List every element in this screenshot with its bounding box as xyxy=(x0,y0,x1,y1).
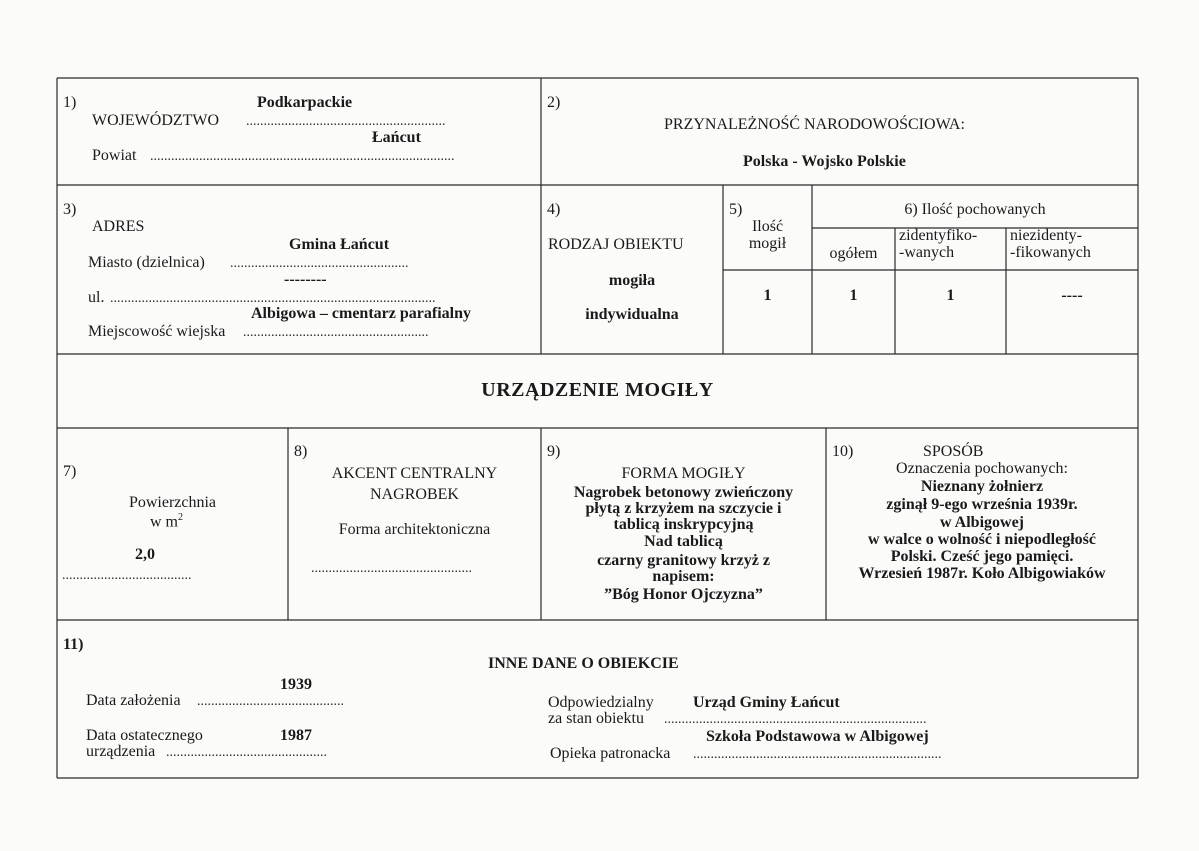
grave-form-line-3: tablicą inskrypcyjną xyxy=(613,516,754,533)
village-dots: ..................................................... xyxy=(243,325,429,340)
area-label-1: Powierzchnia xyxy=(128,494,217,511)
central-accent-label-2: NAGROBEK xyxy=(370,486,459,503)
patron-label: Opieka patronacka xyxy=(550,745,671,762)
central-accent-label-1: AKCENT CENTRALNY xyxy=(331,465,498,482)
inscription-line-6: Wrzesień 1987r. Koło Albigowiaków xyxy=(858,565,1106,582)
city-label: Miasto (dzielnica) xyxy=(88,254,205,271)
inscription-line-4: w walce o wolność i niepodległość xyxy=(868,531,1096,548)
village-value: Albigowa – cmentarz parafialny xyxy=(251,305,471,322)
section-3-number: 3) xyxy=(63,201,77,218)
inscription-line-3: w Albigowej xyxy=(940,514,1024,531)
buried-identified-value: 1 xyxy=(946,287,955,304)
inscription-line-1: Nieznany żołnierz xyxy=(920,478,1044,495)
buried-unidentified-value: ---- xyxy=(1061,287,1083,304)
buried-total-value: 1 xyxy=(849,287,858,304)
section-8-number: 8) xyxy=(294,443,308,460)
founded-dots: .......................................... xyxy=(197,694,344,709)
object-type-value-1: mogiła xyxy=(608,272,656,289)
section-5-number: 5) xyxy=(729,201,743,218)
architectural-form-dots: .............................................. xyxy=(311,561,472,576)
responsible-label-1: Odpowiedzialny xyxy=(548,694,654,711)
county-dots: ....................................................................................... xyxy=(150,149,455,164)
address-label: ADRES xyxy=(92,218,145,235)
city-value: Gmina Łańcut xyxy=(289,236,390,253)
responsible-label-2: za stan obiektu xyxy=(548,710,644,727)
section-11-number: 11) xyxy=(63,636,84,653)
nationality-label: PRZYNALEŻNOŚĆ NARODOWOŚCIOWA: xyxy=(664,116,965,133)
last-arrangement-label-2: urządzenia xyxy=(86,743,156,760)
voivodeship-label: WOJEWÓDZTWO xyxy=(92,112,220,129)
founded-value: 1939 xyxy=(280,676,312,693)
buried-unidentified-header-2: -fikowanych xyxy=(1010,244,1091,261)
section-4-number: 4) xyxy=(547,201,561,218)
grave-form-line-7: ”Bóg Honor Ojczyzna” xyxy=(604,586,763,603)
section-1-number: 1) xyxy=(63,94,77,111)
village-label: Miejscowość wiejska xyxy=(88,323,226,340)
last-arrangement-dots: .............................................. xyxy=(166,745,327,760)
area-unit-superscript: 2 xyxy=(178,512,183,523)
grave-form-line-5: czarny granitowy krzyż z xyxy=(597,552,770,569)
last-arrangement-label-1: Data ostatecznego xyxy=(86,727,203,744)
street-label: ul. xyxy=(88,289,105,306)
marking-method-label-2: Oznaczenia pochowanych: xyxy=(896,460,1068,477)
graves-count-value: 1 xyxy=(763,287,772,304)
street-value: -------- xyxy=(284,271,327,288)
buried-count-label: 6) Ilość pochowanych xyxy=(904,201,1046,218)
buried-unidentified-header-1: niezidenty- xyxy=(1010,227,1082,244)
inscription-line-2: zginął 9-ego września 1939r. xyxy=(886,496,1078,513)
section-7-number: 7) xyxy=(63,463,77,480)
street-dots: ............................................................................................. xyxy=(110,291,436,306)
responsible-dots: ........................................................................... xyxy=(664,712,927,727)
grave-form-line-6: napisem: xyxy=(652,568,715,585)
founded-label: Data założenia xyxy=(86,692,181,709)
last-arrangement-value: 1987 xyxy=(280,727,312,744)
area-dots: ..................................... xyxy=(62,568,192,583)
architectural-form-label: Forma architektoniczna xyxy=(338,521,491,538)
graves-count-label-2: mogił xyxy=(748,235,787,252)
voivodeship-value: Podkarpackie xyxy=(257,94,353,111)
object-type-label: RODZAJ OBIEKTU xyxy=(548,236,684,253)
marking-method-label-1: SPOSÓB xyxy=(923,443,984,460)
grave-form-label: FORMA MOGIŁY xyxy=(621,465,746,482)
area-label-2: w $m^2$ xyxy=(150,512,183,531)
area-value: 2,0 xyxy=(135,546,155,563)
section-2-number: 2) xyxy=(547,94,561,111)
city-dots: ................................................... xyxy=(230,256,409,271)
county-label: Powiat xyxy=(92,147,137,164)
patron-dots: ....................................................................... xyxy=(693,747,942,762)
buried-total-header: ogółem xyxy=(829,245,878,262)
county-value: Łańcut xyxy=(372,129,421,146)
section-10-number: 10) xyxy=(832,443,854,460)
buried-identified-header-2: -wanych xyxy=(899,244,955,261)
grave-form-line-2: płytą z krzyżem na szczycie i xyxy=(585,500,782,517)
grave-form-line-4: Nad tablicą xyxy=(644,533,723,550)
object-type-value-2: indywidualna xyxy=(585,306,679,323)
graves-count-label-1: Ilość xyxy=(751,218,784,235)
nationality-value: Polska - Wojsko Polskie xyxy=(743,153,906,170)
other-data-title: INNE DANE O OBIEKCIE xyxy=(488,655,679,672)
voivodeship-dots: ......................................................... xyxy=(246,114,446,129)
responsible-value: Urząd Gminy Łańcut xyxy=(693,694,840,711)
patron-value: Szkoła Podstawowa w Albigowej xyxy=(706,728,929,745)
section-9-number: 9) xyxy=(547,443,561,460)
buried-identified-header-1: zidentyfiko- xyxy=(899,227,978,244)
grave-arrangement-title: URZĄDZENIE MOGIŁY xyxy=(481,379,714,401)
inscription-line-5: Polski. Cześć jego pamięci. xyxy=(890,548,1074,565)
grave-form-line-1: Nagrobek betonowy zwieńczony xyxy=(573,484,794,501)
